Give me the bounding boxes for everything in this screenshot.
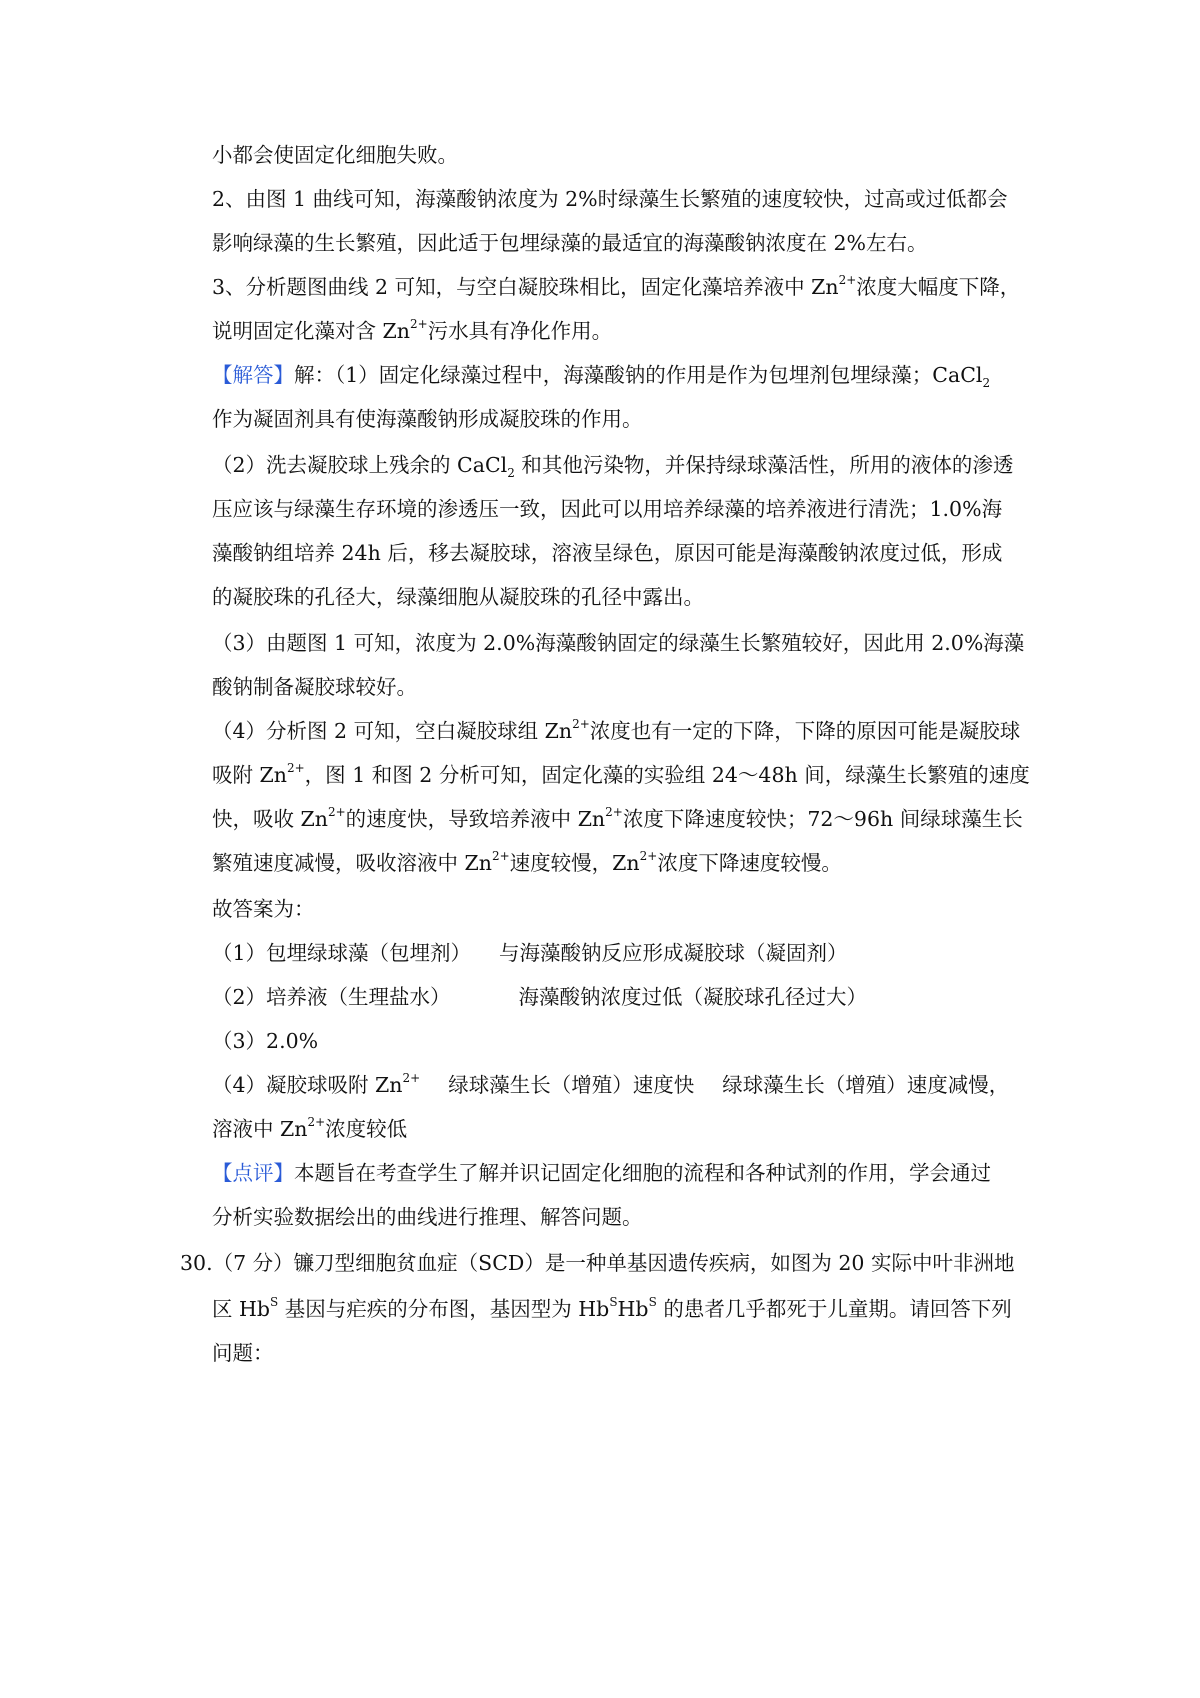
- answer-line: [212, 804, 1032, 834]
- text: 故答案为：: [212, 897, 315, 921]
- answer-line: [212, 848, 1032, 878]
- answer-line: [212, 760, 1032, 790]
- text: 说明固定化藻对含 Zn: [212, 319, 410, 343]
- text: （3）2.0%: [212, 1029, 319, 1053]
- text: 浓度较低: [325, 1117, 408, 1141]
- text: 作为凝固剂具有使海藻酸钠形成凝胶珠的作用。: [212, 407, 643, 431]
- superscript: 2+: [402, 1071, 421, 1086]
- text: 与海藻酸钠反应形成凝胶球（凝固剂）: [499, 941, 848, 965]
- question-30-line: [180, 1248, 1015, 1278]
- text: （4）分析图 2 可知，空白凝胶球组 Zn: [212, 719, 573, 743]
- paragraph-line: [212, 228, 1032, 258]
- superscript: 2+: [286, 761, 305, 776]
- paragraph-line: [212, 184, 1032, 214]
- superscript: 2+: [838, 273, 857, 288]
- superscript: 2+: [307, 1115, 326, 1130]
- text: 污水具有净化作用。: [427, 319, 613, 343]
- superscript: S: [648, 1295, 657, 1310]
- text: 溶液中 Zn: [212, 1117, 308, 1141]
- text: 浓度也有一定的下降，下降的原因可能是凝胶球: [589, 719, 1021, 743]
- text: 3、分析题图曲线 2 可知，与空白凝胶珠相比，固定化藻培养液中 Zn: [212, 275, 839, 299]
- text: 快，吸收 Zn: [212, 807, 328, 831]
- answer-line: [212, 582, 1032, 612]
- text: 海藻酸钠浓度过低（凝胶球孔径过大）: [518, 985, 868, 1009]
- text: 的患者几乎都死于儿童期。请回答下列: [656, 1297, 1012, 1321]
- final-answer-line: [212, 1114, 1032, 1144]
- question-30-line: [212, 1338, 1032, 1368]
- superscript: S: [609, 1295, 618, 1310]
- answer-tag: 【解答】: [212, 363, 294, 387]
- review-line: [212, 1158, 1032, 1188]
- text: （2）洗去凝胶球上残余的 CaCl: [212, 453, 508, 477]
- superscript: S: [270, 1295, 279, 1310]
- text: 小都会使固定化细胞失败。: [212, 143, 458, 167]
- answer-line: [212, 716, 1032, 746]
- text: 藻酸钠组培养 24h 后，移去凝胶球，溶液呈绿色，原因可能是海藻酸钠浓度过低，形成: [212, 541, 1003, 565]
- text: ，图 1 和图 2 分析可知，固定化藻的实验组 24～48h 间，绿藻生长繁殖的速度: [304, 763, 1030, 787]
- text: 吸附 Zn: [212, 763, 287, 787]
- superscript: 2+: [572, 717, 590, 732]
- superscript: 2+: [327, 805, 346, 820]
- text: 浓度下降速度较快；72～96h 间绿球藻生长: [622, 807, 1023, 831]
- review-line: [212, 1202, 1032, 1232]
- text: 浓度大幅度下降，: [856, 275, 1021, 299]
- final-answer-line: [212, 982, 1032, 1012]
- text: （2）培养液（生理盐水）: [212, 985, 451, 1009]
- text: 的速度快，导致培养液中 Zn: [345, 807, 606, 831]
- text: 繁殖速度减慢，吸收溶液中 Zn: [212, 851, 492, 875]
- text: 基因与疟疾的分布图，基因型为 Hb: [278, 1297, 610, 1321]
- text: 绿球藻生长（增殖）速度快: [448, 1073, 695, 1097]
- paragraph-line: [212, 316, 1032, 346]
- text: 的凝胶珠的孔径大，绿藻细胞从凝胶珠的孔径中露出。: [212, 585, 704, 609]
- text: 速度较慢，Zn: [509, 851, 640, 875]
- text: 2、由图 1 曲线可知，海藻酸钠浓度为 2%时绿藻生长繁殖的速度较快，过高或过低都会: [212, 187, 1008, 211]
- final-answer-intro: [212, 894, 1032, 924]
- text: 浓度下降速度较慢。: [657, 851, 842, 875]
- paragraph-line: [212, 272, 1032, 302]
- superscript: 2+: [639, 849, 658, 864]
- paragraph-line: [212, 140, 1032, 170]
- final-answer-line: [212, 1026, 1032, 1056]
- superscript: 2+: [605, 805, 623, 820]
- answer-line: [212, 628, 1032, 658]
- answer-line: [212, 538, 1032, 568]
- final-answer-line: [212, 938, 1032, 968]
- text: （4）凝胶球吸附 Zn: [212, 1073, 403, 1097]
- answer-line: [212, 450, 1032, 480]
- answer-line: [212, 360, 1032, 390]
- text: 酸钠制备凝胶球较好。: [212, 675, 417, 699]
- superscript: 2+: [409, 317, 428, 332]
- text: 解：（1）固定化绿藻过程中，海藻酸钠的作用是作为包埋剂包埋绿藻；CaCl: [294, 363, 983, 387]
- review-tag: 【点评】: [212, 1161, 294, 1185]
- text: 30.（7 分）镰刀型细胞贫血症（SCD）是一种单基因遗传疾病，如图为 20 实际中叶非洲地: [180, 1251, 1015, 1275]
- text: 绿球藻生长（增殖）速度减慢，: [722, 1073, 1010, 1097]
- final-answer-line: [212, 1070, 1032, 1100]
- text: 分析实验数据绘出的曲线进行推理、解答问题。: [212, 1205, 643, 1229]
- answer-line: [212, 494, 1032, 524]
- text: 问题：: [212, 1341, 274, 1365]
- answer-line: [212, 672, 1032, 702]
- text: 区 Hb: [212, 1297, 271, 1321]
- superscript: 2+: [491, 849, 510, 864]
- text: 和其他污染物，并保持绿球藻活性，所用的液体的渗透: [514, 453, 1014, 477]
- text: 影响绿藻的生长繁殖，因此适于包埋绿藻的最适宜的海藻酸钠浓度在 2%左右。: [212, 231, 928, 255]
- text: Hb: [617, 1297, 649, 1321]
- question-30-line: [212, 1294, 1032, 1324]
- text: （3）由题图 1 可知，浓度为 2.0%海藻酸钠固定的绿藻生长繁殖较好，因此用 2.0%海藻: [212, 631, 1025, 655]
- text: 压应该与绿藻生存环境的渗透压一致，因此可以用培养绿藻的培养液进行清洗；1.0%海: [212, 497, 1003, 521]
- text: （1）包埋绿球藻（包埋剂）: [212, 941, 472, 965]
- answer-line: [212, 404, 1032, 434]
- subscript: 2: [507, 466, 515, 481]
- subscript: 2: [982, 376, 991, 391]
- text: 本题旨在考查学生了解并识记固定化细胞的流程和各种试剂的作用，学会通过: [294, 1161, 991, 1185]
